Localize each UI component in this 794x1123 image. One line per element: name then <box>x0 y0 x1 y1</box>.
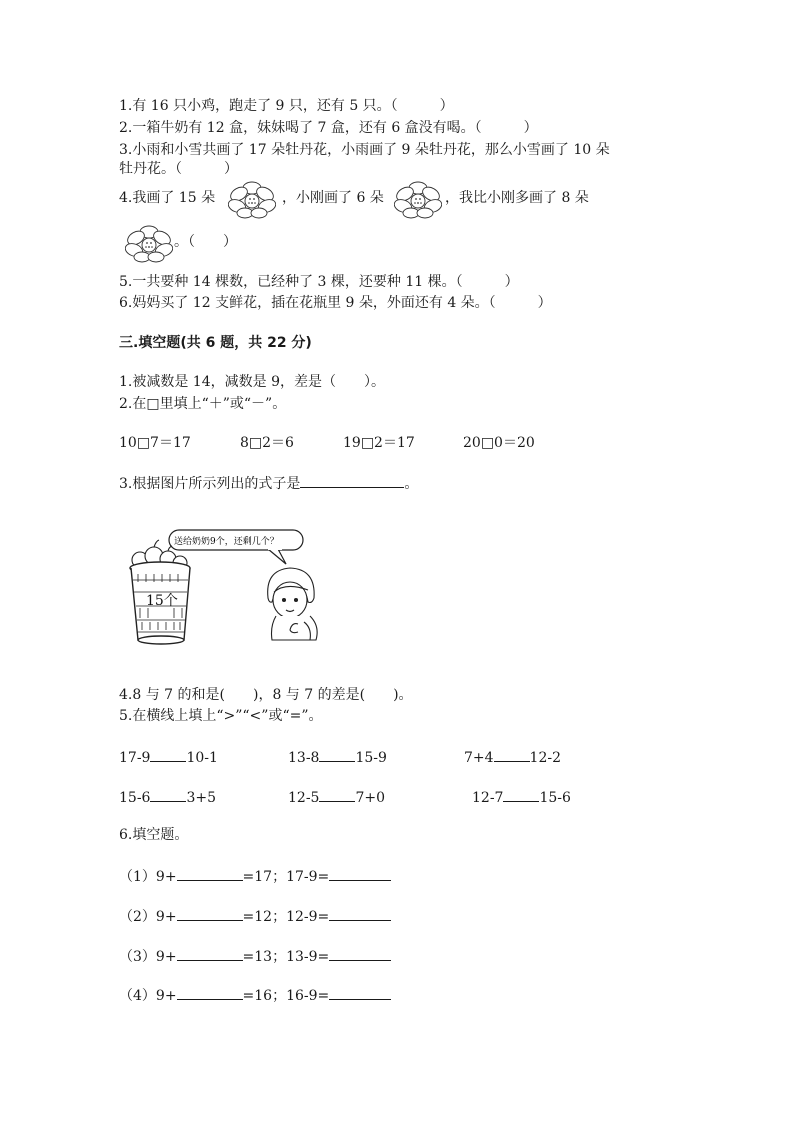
answer-blank[interactable] <box>177 946 243 961</box>
compare-item: 12-5 7+0 <box>288 787 385 807</box>
answer-blank[interactable] <box>494 747 530 762</box>
fill-question-1: 1.被减数是 14，减数是 9，差是（ ）。 <box>119 374 385 390</box>
compare-item: 7+4 12-2 <box>464 747 561 767</box>
flower-icon <box>125 224 173 264</box>
fill-item: （1）9+ =17；17-9= <box>119 866 391 886</box>
fill-question-5: 5.在横线上填上“>”“<”或“=”。 <box>119 708 323 724</box>
fill-question-2: 2.在□里填上“＋”或“－”。 <box>119 396 287 412</box>
flower-icon <box>228 180 276 220</box>
judge-question-4d: 。（ ） <box>174 234 237 250</box>
compare-item: 17-9 10-1 <box>119 747 218 767</box>
judge-question-4c: ，我比小刚多画了 8 朵 <box>445 190 589 206</box>
fill-item: （3）9+ =13；13-9= <box>119 946 391 966</box>
answer-blank[interactable] <box>329 866 391 881</box>
compare-item: 15-6 3+5 <box>119 787 216 807</box>
answer-blank[interactable] <box>150 787 186 802</box>
judge-question-4a: 4.我画了 15 朵 <box>119 190 216 206</box>
expression: 20□0＝20 <box>463 435 535 451</box>
fill-question-3-text: 3.根据图片所示列出的式子是 <box>119 476 301 492</box>
judge-question-5: 5.一共要种 14 棵数，已经种了 3 棵，还要种 11 棵。（ ） <box>119 274 519 290</box>
answer-blank[interactable] <box>300 473 404 488</box>
judge-question-6: 6.妈妈买了 12 支鲜花，插在花瓶里 9 朵，外面还有 4 朵。（ ） <box>119 295 552 311</box>
answer-blank[interactable] <box>177 985 243 1000</box>
judge-question-2: 2.一箱牛奶有 12 盒，妹妹喝了 7 盒，还有 6 盒没有喝。（ ） <box>119 120 538 136</box>
answer-blank[interactable] <box>329 906 391 921</box>
answer-blank[interactable] <box>319 787 355 802</box>
fill-question-4: 4.8 与 7 的和是( )，8 与 7 的差是( )。 <box>119 687 413 703</box>
girl-illustration <box>268 568 317 640</box>
speech-bubble <box>169 530 303 564</box>
apple-basket-illustration <box>128 528 328 648</box>
answer-blank[interactable] <box>329 946 391 961</box>
section-title: 三.填空题(共 6 题，共 22 分) <box>119 335 312 351</box>
judge-question-1: 1.有 16 只小鸡，跑走了 9 只，还有 5 只。（ ） <box>119 98 454 114</box>
speech-text: 送给奶奶9个，还剩几个？ <box>174 537 279 547</box>
judge-question-4b: ，小刚画了 6 朵 <box>282 190 384 206</box>
flower-icon <box>394 180 442 220</box>
expression: 19□2＝17 <box>343 435 415 451</box>
answer-blank[interactable] <box>503 787 539 802</box>
judge-question-3a: 3.小雨和小雪共画了 17 朵牡丹花，小雨画了 9 朵牡丹花，那么小雪画了 10 朵 <box>119 142 610 158</box>
answer-blank[interactable] <box>329 985 391 1000</box>
answer-blank[interactable] <box>177 866 243 881</box>
fill-item: （4）9+ =16；16-9= <box>119 985 391 1005</box>
fruit-basket <box>130 562 190 644</box>
fill-question-6: 6.填空题。 <box>119 827 189 843</box>
answer-blank[interactable] <box>319 747 355 762</box>
expression: 10□7＝17 <box>119 435 191 451</box>
compare-item: 12-7 15-6 <box>472 787 571 807</box>
answer-blank[interactable] <box>150 747 186 762</box>
fill-question-3-end: 。 <box>404 476 419 492</box>
answer-blank[interactable] <box>177 906 243 921</box>
expression: 8□2＝6 <box>240 435 294 451</box>
judge-question-3b: 牡丹花。（ ） <box>119 161 238 177</box>
fill-question-3 <box>119 473 418 493</box>
basket-label: 15个 <box>146 593 178 609</box>
compare-item: 13-8 15-9 <box>288 747 387 767</box>
fill-item: （2）9+ =12；12-9= <box>119 906 391 926</box>
